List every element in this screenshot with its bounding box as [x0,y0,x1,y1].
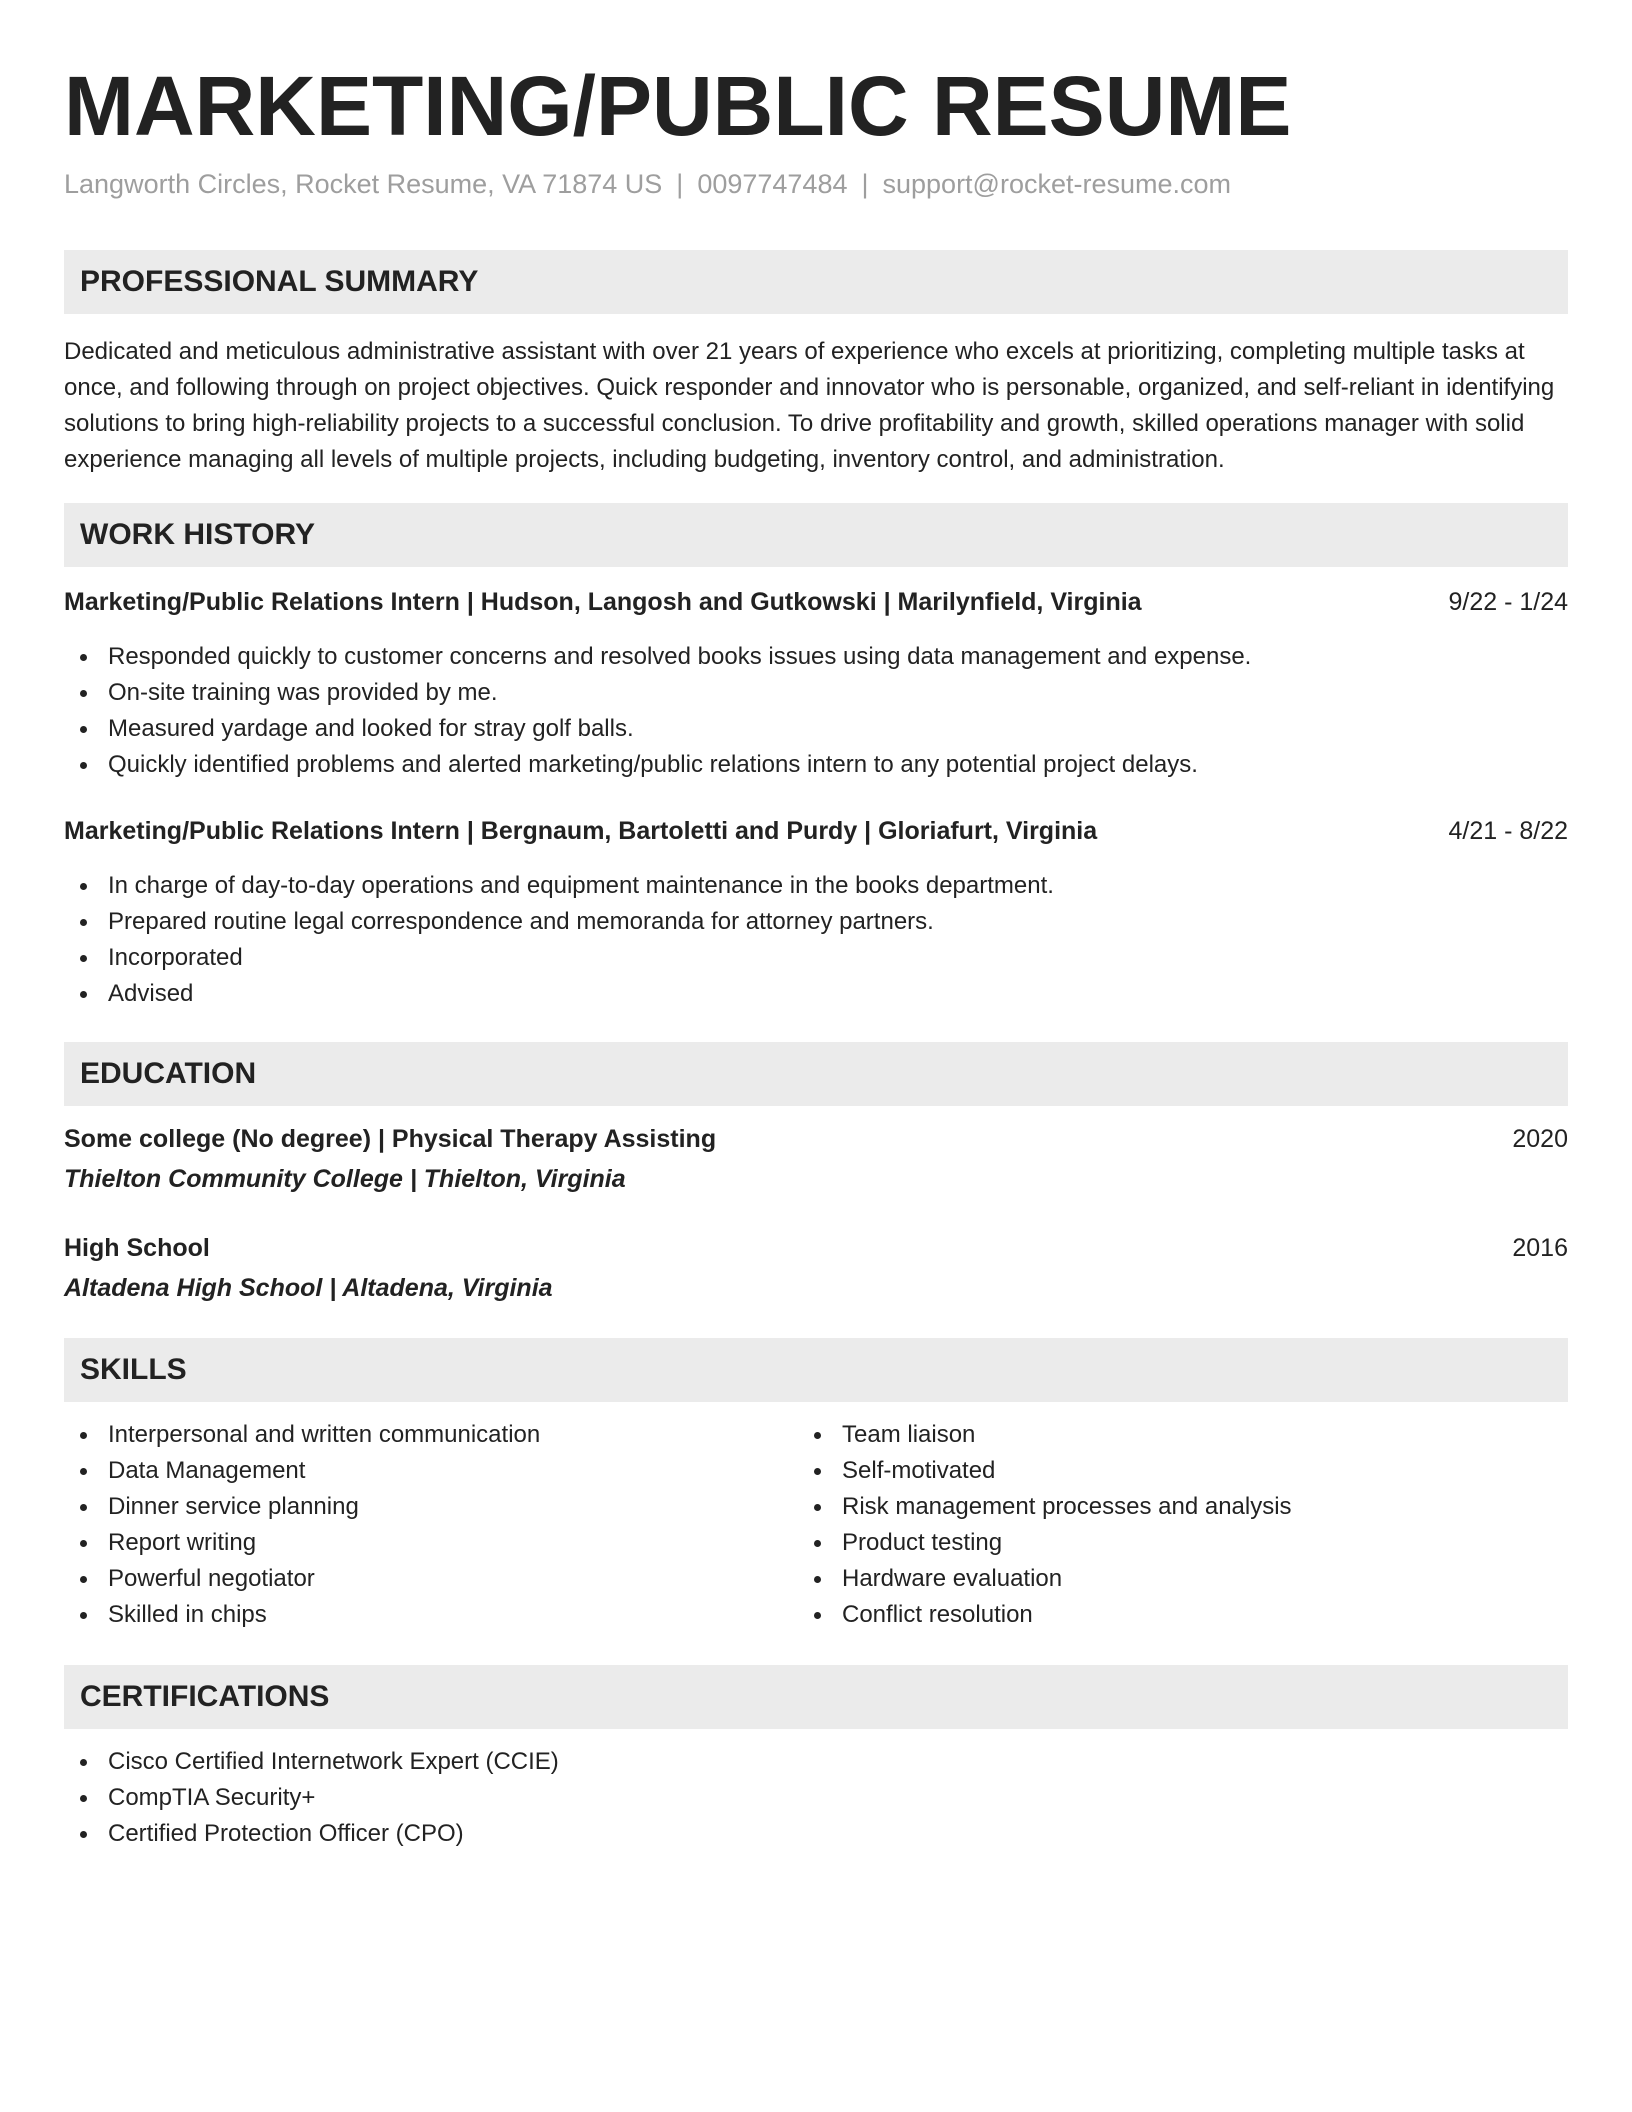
skill-item: Self-motivated [798,1453,1292,1489]
contact-phone: 0097747484 [697,169,848,199]
skill-item: Skilled in chips [64,1597,540,1633]
education-degree: High School [64,1234,210,1262]
contact-address: Langworth Circles, Rocket Resume, VA 71874 US [64,169,663,199]
certifications-section-header [64,1665,1568,1729]
job-dates: 4/21 - 8/22 [1448,817,1568,845]
job-title: Marketing/Public Relations Intern | Hudson, Langosh and Gutkowski | Marilynfield, Virginia [64,588,1142,616]
certification-item: Certified Protection Officer (CPO) [64,1816,559,1852]
contact-separator: | [676,169,684,199]
skill-item: Report writing [64,1525,540,1561]
job-title: Marketing/Public Relations Intern | Bergnaum, Bartoletti and Purdy | Gloriafurt, Virginia [64,817,1098,845]
education-degree: Some college (No degree) | Physical Therapy Assisting [64,1125,717,1153]
certifications-heading: CERTIFICATIONS [80,1680,330,1713]
job-bullet: Quickly identified problems and alerted marketing/public relations intern to any potential project delays. [64,747,1251,783]
skill-item: Risk management processes and analysis [798,1489,1292,1525]
job-bullet: On-site training was provided by me. [64,675,1251,711]
skill-item: Conflict resolution [798,1597,1292,1633]
skill-item: Powerful negotiator [64,1561,540,1597]
certification-item: CompTIA Security+ [64,1780,559,1816]
skills-section-header [64,1338,1568,1402]
certifications-list [64,1744,559,1852]
job-bullet: Advised [64,976,1054,1012]
job-bullet: Prepared routine legal correspondence and memoranda for attorney partners. [64,904,1054,940]
education-school: Altadena High School | Altadena, Virginia [64,1274,553,1302]
contact-separator: | [861,169,869,199]
job-bullet-list [64,868,1054,1012]
summary-text: Dedicated and meticulous administrative assistant with over 21 years of experience who excels at prioritizing, completing multiple tasks at once, and following through on project objectives. Quick responder and innovator who is personable, organized, and self-reliant in identifying solutions to bring high-reliability projects to a successful conclusion. To drive profitability and growth, skilled operations manager with solid experience managing all levels of multiple projects, including budgeting, inventory control, and administration. [64,338,1555,473]
education-school: Thielton Community College | Thielton, Virginia [64,1165,626,1193]
work-section-header [64,503,1568,567]
job-bullet: Measured yardage and looked for stray golf balls. [64,711,1251,747]
education-section-header [64,1042,1568,1106]
skill-item: Hardware evaluation [798,1561,1292,1597]
skill-item: Data Management [64,1453,540,1489]
summary-section-header [64,250,1568,314]
skill-item: Team liaison [798,1417,1292,1453]
job-bullet: Responded quickly to customer concerns and resolved books issues using data management and expense. [64,639,1251,675]
contact-line [64,164,1231,204]
job-bullet: In charge of day-to-day operations and equipment maintenance in the books department. [64,868,1054,904]
job-dates: 9/22 - 1/24 [1448,588,1568,616]
education-year: 2020 [1512,1125,1568,1153]
work-heading: WORK HISTORY [80,518,316,551]
education-year: 2016 [1512,1234,1568,1262]
resume-name: MARKETING/PUBLIC RESUME [64,59,1292,153]
summary-heading: PROFESSIONAL SUMMARY [80,265,479,298]
skill-item: Dinner service planning [64,1489,540,1525]
education-heading: EDUCATION [80,1057,257,1090]
skills-list-left [64,1417,540,1633]
skill-item: Product testing [798,1525,1292,1561]
job-bullet: Incorporated [64,940,1054,976]
certification-item: Cisco Certified Internetwork Expert (CCIE) [64,1744,559,1780]
job-bullet-list [64,639,1251,783]
contact-email[interactable]: support@rocket-resume.com [882,169,1232,199]
skills-heading: SKILLS [80,1353,187,1386]
skills-list-right [798,1417,1292,1633]
skill-item: Interpersonal and written communication [64,1417,540,1453]
